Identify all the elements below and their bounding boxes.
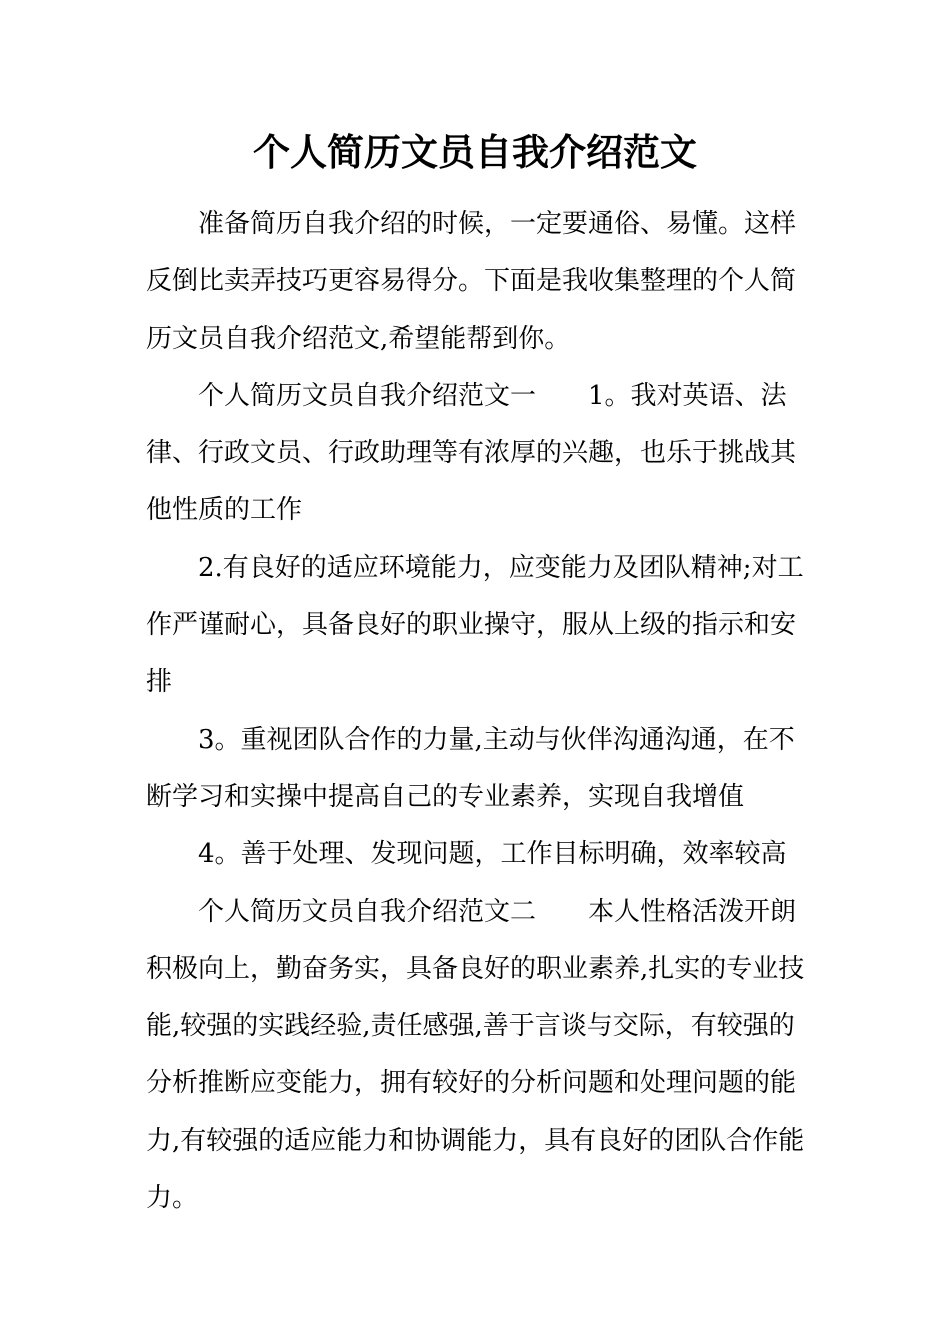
document-title: 个人简历文员自我介绍范文 bbox=[253, 130, 697, 174]
paragraph-sample-one-point-1: 个人简历文员自我介绍范文一 1。我对英语、法律、行政文员、行政助理等有浓厚的兴趣，也乐于挑战其他性质的工作 bbox=[146, 380, 797, 526]
paragraph-point-2: 2.有良好的适应环境能力，应变能力及团队精神;对工作严谨耐心，具备良好的职业操守，服从上级的指示和安排 bbox=[146, 552, 804, 698]
paragraph-point-4: 4。善于处理、发现问题，工作目标明确，效率较高 bbox=[198, 839, 787, 870]
paragraph-intro: 准备简历自我介绍的时候，一定要通俗、易懂。这样反倒比卖弄技巧更容易得分。下面是我收集整理的个人简历文员自我介绍范文,希望能帮到你。 bbox=[146, 209, 797, 354]
paragraph-sample-two: 个人简历文员自我介绍范文二 本人性格活泼开朗积极向上，勤奋务实，具备良好的职业素养,扎实的专业技能,较强的实践经验,责任感强,善于言谈与交际，有较强的分析推断应变能力，拥有较好的分析问题和处理问题的能力,有较强的适应能力和协调能力，具有良好的团队合作能力。 bbox=[146, 896, 805, 1214]
document-body bbox=[146, 196, 806, 1227]
paragraph-point-3: 3。重视团队合作的力量,主动与伙伴沟通沟通，在不断学习和实操中提高自己的专业素养，实现自我增值 bbox=[146, 724, 795, 812]
